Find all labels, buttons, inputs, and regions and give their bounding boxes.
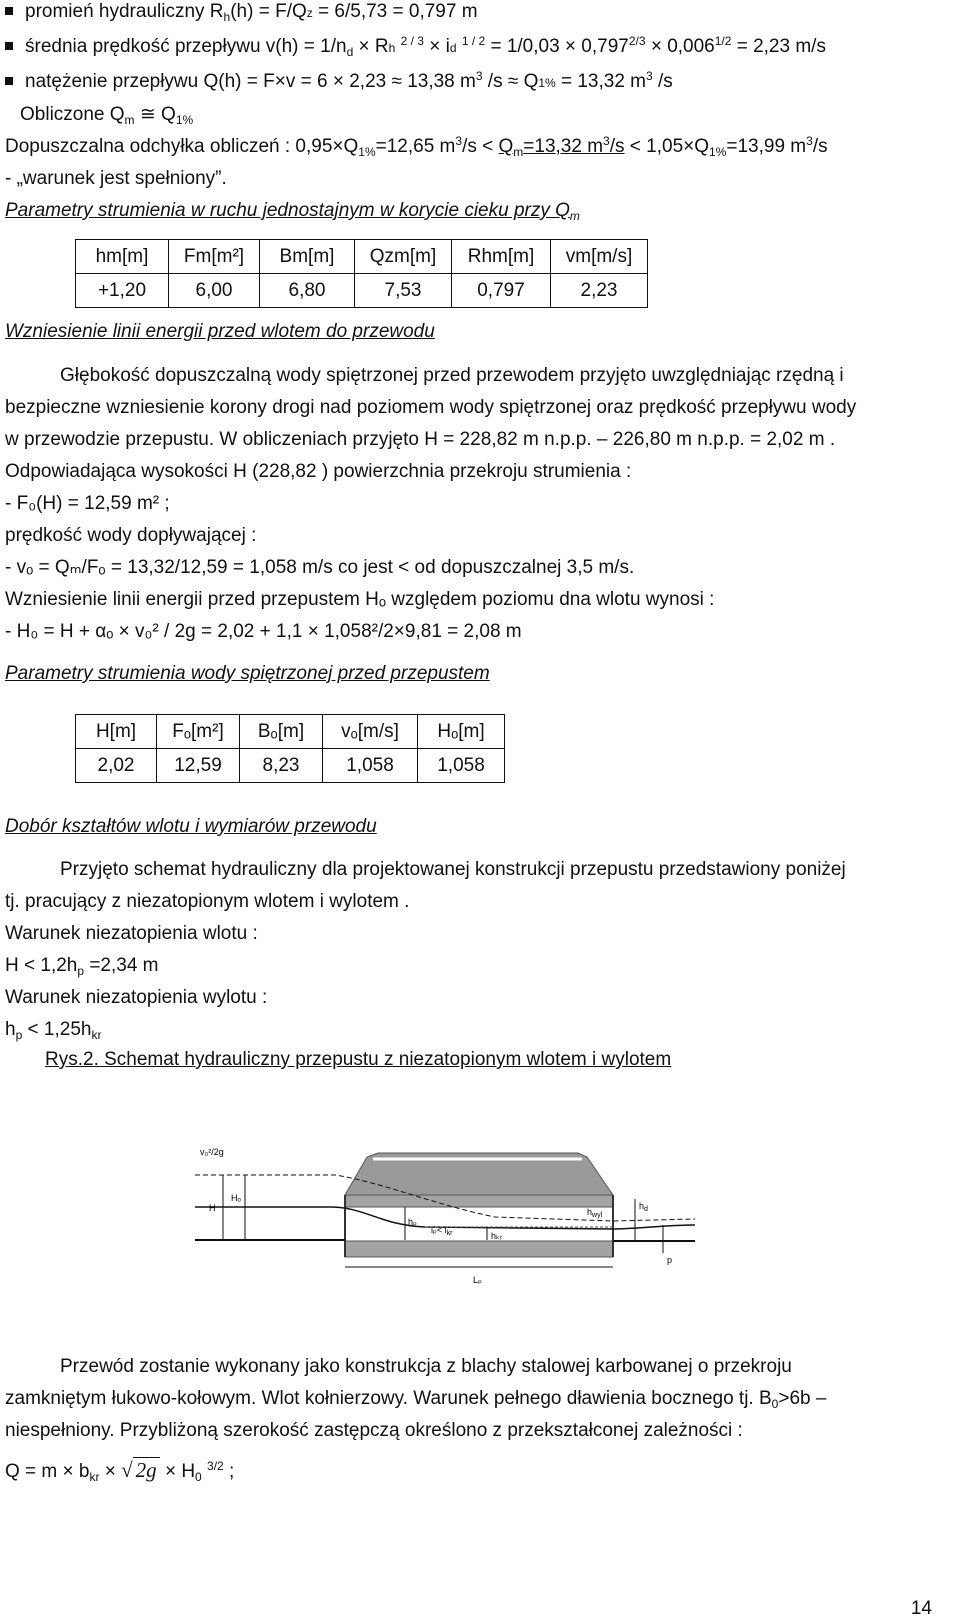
table-header-row	[76, 240, 648, 274]
table-header-cell: vₒ[m/s]	[323, 715, 418, 749]
line-hydraulic-radius: promień hydrauliczny $R_h(h) = F/Qz = 6/5,73 = 0,797$ m	[5, 0, 478, 25]
table-cell: 2,02	[76, 749, 157, 783]
paragraph-line: Przyjęto schemat hydrauliczny dla projektowanej konstrukcji przepustu przedstawiony poniżej	[60, 859, 846, 880]
culvert-bottom-wall	[345, 1241, 613, 1257]
label-hkr: hₖᵣ	[491, 1231, 502, 1241]
paragraph-line: Warunek niezatopienia wylotu :	[5, 987, 268, 1008]
table-header-cell: hm[m]	[76, 240, 169, 274]
line-mean-velocity: średnia prędkość przepływu $v(h) = 1/n_d \times Rh$ $^{2 / 3}$ × id $^{1 / 2} = 1/0,03 \times 0,797^{2/3} \times 0,006^{1/2} = 2,23$ m/s	[5, 35, 826, 60]
label-p: p	[667, 1255, 673, 1265]
table-cell: 8,23	[240, 749, 323, 783]
figure-caption: Rys.2. Schemat hydrauliczny przepustu z niezatopionym wlotem i wylotem	[45, 1049, 672, 1070]
paragraph-line: - vₒ = Qₘ/Fₒ = 13,32/12,59 = 1,058 m/s co jest < od dopuszczalnej 3,5 m/s.	[5, 557, 635, 578]
table-cell: 6,00	[169, 274, 260, 308]
line-computed: Obliczone $Q_m$ ≅ $Q_{1\%}$	[20, 104, 194, 127]
label-Ho: Hₒ	[231, 1193, 241, 1203]
paragraph-line: $h_p < 1,25h_{kr}$	[5, 1019, 102, 1042]
paragraph-line: - H₀ = H + αₒ × v₀² / 2g = 2,02 + 1,1 × 1,058²/2×9,81 = 2,08 m	[5, 621, 522, 642]
paragraph-line: - F₀(H) = 12,59 m² ;	[5, 493, 170, 514]
paragraph-line: w przewodzie przepustu. W obliczeniach przyjęto H = 228,82 m n.p.p. – 226,80 m n.p.p. = 2,02 m .	[5, 429, 836, 450]
table-cell: 7,53	[355, 274, 452, 308]
label-hd: $h_d$	[639, 1201, 648, 1213]
heading-backwater: Parametry strumienia wody spiętrzonej przed przepustem	[5, 663, 490, 684]
table-header-cell: H[m]	[76, 715, 157, 749]
paragraph-line: Warunek niezatopienia wlotu :	[5, 923, 258, 944]
paragraph-line: prędkość wody dopływającej :	[5, 525, 257, 546]
table-cell: +1,20	[76, 274, 169, 308]
culvert-top-wall	[345, 1195, 613, 1207]
paragraph-line: tj. pracujący z niezatopionym wlotem i wylotem .	[5, 891, 410, 912]
label-hwyl: $h_{wyl}$	[587, 1207, 603, 1219]
bullet-icon	[5, 7, 13, 15]
paragraph-line: $H < 1,2h_p =2,34$ m	[5, 955, 159, 978]
table-cell: 12,59	[157, 749, 240, 783]
table-row	[76, 274, 648, 308]
line-tolerance: Dopuszczalna odchyłka obliczeń : $0,95\times Q_{1\%}=12,65$ $m^3/s < Q_m=13,32$ $m^3/s < 1,05\times Q_{1\%}=13,99$ $m^3/s$	[5, 134, 828, 159]
table-header-cell: Hₒ[m]	[418, 715, 505, 749]
line-condition-met: - „warunek jest spełniony”.	[5, 168, 227, 189]
table-cell: 1,058	[418, 749, 505, 783]
hydraulic-scheme-diagram	[195, 1135, 695, 1295]
table-row	[76, 749, 505, 783]
paragraph-line: niespełniony. Przybliżoną szerokość zastępczą określono z przekształconej zależności :	[5, 1420, 743, 1441]
bullet-icon	[5, 42, 13, 50]
table-cell: 0,797	[452, 274, 551, 308]
table-header-cell: Bₒ[m]	[240, 715, 323, 749]
formula-line: $Q = m \times b_{kr}$ × √ $2g \times H_0$ $^{3/2}$ ;	[5, 1458, 235, 1484]
line-flow-rate: natężenie przepływu Q(h) = F×v = 6 × 2,23 ≈ 13,38 $m^3$ /s ≈ Q1% = 13,32 $m^3$ /s	[5, 70, 673, 95]
backwater-table	[75, 714, 505, 783]
label-hp: hₚ	[408, 1217, 417, 1227]
paragraph-line: Głębokość dopuszczalną wody spiętrzonej przed przewodem przyjęto uwzględniając rzędną i	[60, 365, 844, 386]
table-header-cell: Fm[m²]	[169, 240, 260, 274]
table-header-row	[76, 715, 505, 749]
uniform-flow-table	[75, 239, 648, 308]
paragraph-line: zamkniętym łukowo-kołowym. Wlot kołnierzowy. Warunek pełnego dławienia bocznego tj. $B_0>6b$ –	[5, 1388, 827, 1411]
label-v0: v₀²/2g	[200, 1147, 224, 1157]
table-header-cell: Rhm[m]	[452, 240, 551, 274]
table-cell: 1,058	[323, 749, 418, 783]
label-Lp: Lₚ	[473, 1275, 482, 1285]
table-header-cell: Qzm[m]	[355, 240, 452, 274]
page-number: 14	[910, 1598, 932, 1619]
bullet-icon	[5, 77, 13, 85]
paragraph-line: Przewód zostanie wykonany jako konstrukcja z blachy stalowej karbowanej o przekroju	[60, 1356, 792, 1377]
paragraph-line: Wzniesienie linii energii przed przepustem Hₒ względem poziomu dna wlotu wynosi :	[5, 589, 715, 610]
table-cell: 6,80	[260, 274, 355, 308]
table-header-cell: Bm[m]	[260, 240, 355, 274]
table-header-cell: Fₒ[m²]	[157, 715, 240, 749]
heading-uniform-flow: Parametry strumienia w ruchu jednostajnym w korycie cieku przy $Q_m$	[5, 200, 580, 223]
label-ip: $i_p< i_{kr}$	[431, 1225, 453, 1237]
paragraph-line: Odpowiadająca wysokości H (228,82 ) powierzchnia przekroju strumienia :	[5, 461, 632, 482]
table-header-cell: vm[m/s]	[551, 240, 648, 274]
label-H: H	[209, 1203, 216, 1213]
heading-inlet-selection: Dobór kształtów wlotu i wymiarów przewodu	[5, 816, 377, 837]
table-cell: 2,23	[551, 274, 648, 308]
heading-energy-line: Wzniesienie linii energii przed wlotem do przewodu	[5, 321, 435, 342]
paragraph-line: bezpieczne wzniesienie korony drogi nad poziomem wody spiętrzonej oraz prędkość przepływu wody	[5, 397, 857, 418]
